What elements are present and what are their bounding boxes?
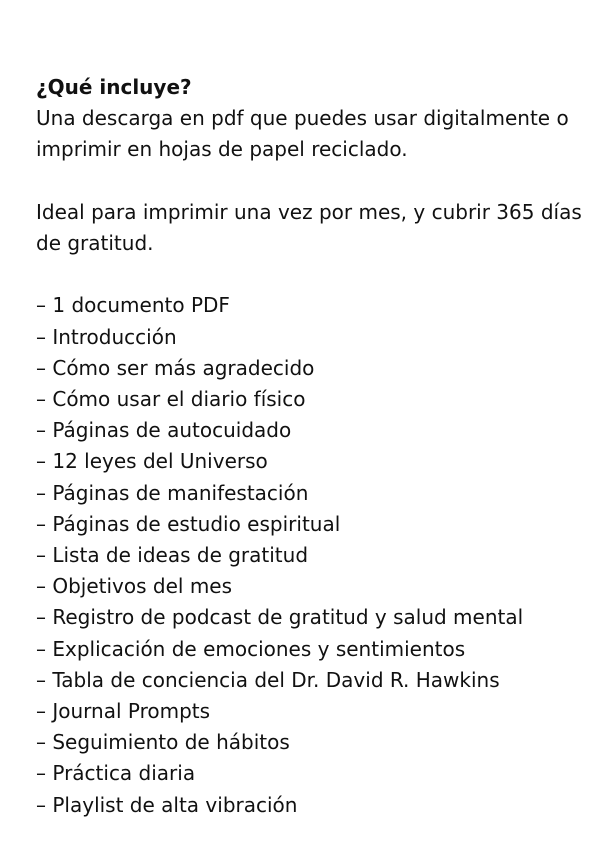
- list-item: – Objetivos del mes: [36, 574, 233, 599]
- list-item: – Lista de ideas de gratitud: [36, 543, 309, 568]
- spacer: [36, 259, 596, 290]
- spacer: [36, 166, 596, 197]
- list-item: – 12 leyes del Universo: [36, 449, 268, 474]
- list-item: – Explicación de emociones y sentimientos: [36, 636, 466, 661]
- list-item: – Páginas de estudio espiritual: [36, 511, 341, 536]
- ideal-paragraph: Ideal para imprimir una vez por mes, y cubrir 365 días de gratitud.: [36, 199, 582, 255]
- list-item: – Tabla de conciencia del Dr. David R. Hawkins: [36, 667, 500, 692]
- list-item: – Journal Prompts: [36, 699, 211, 724]
- list-item: – Seguimiento de hábitos: [36, 730, 290, 755]
- list-item: – Cómo ser más agradecido: [36, 355, 315, 380]
- intro-paragraph: Una descarga en pdf que puedes usar digitalmente o imprimir en hojas de papel reciclado.: [36, 106, 569, 162]
- list-item: – Páginas de manifestación: [36, 480, 309, 505]
- list-item: – Registro de podcast de gratitud y salud mental: [36, 605, 524, 630]
- contents-list: [36, 290, 596, 820]
- list-item: – Introducción: [36, 324, 177, 349]
- list-item: – Playlist de alta vibración: [36, 792, 298, 817]
- list-item: – Cómo usar el diario físico: [36, 387, 306, 411]
- section-heading: ¿Qué incluye?: [36, 75, 192, 99]
- document-body: [36, 72, 596, 821]
- list-item: – 1 documento PDF: [36, 293, 230, 318]
- list-item: – Práctica diaria: [36, 761, 196, 786]
- list-item: – Páginas de autocuidado: [36, 418, 292, 443]
